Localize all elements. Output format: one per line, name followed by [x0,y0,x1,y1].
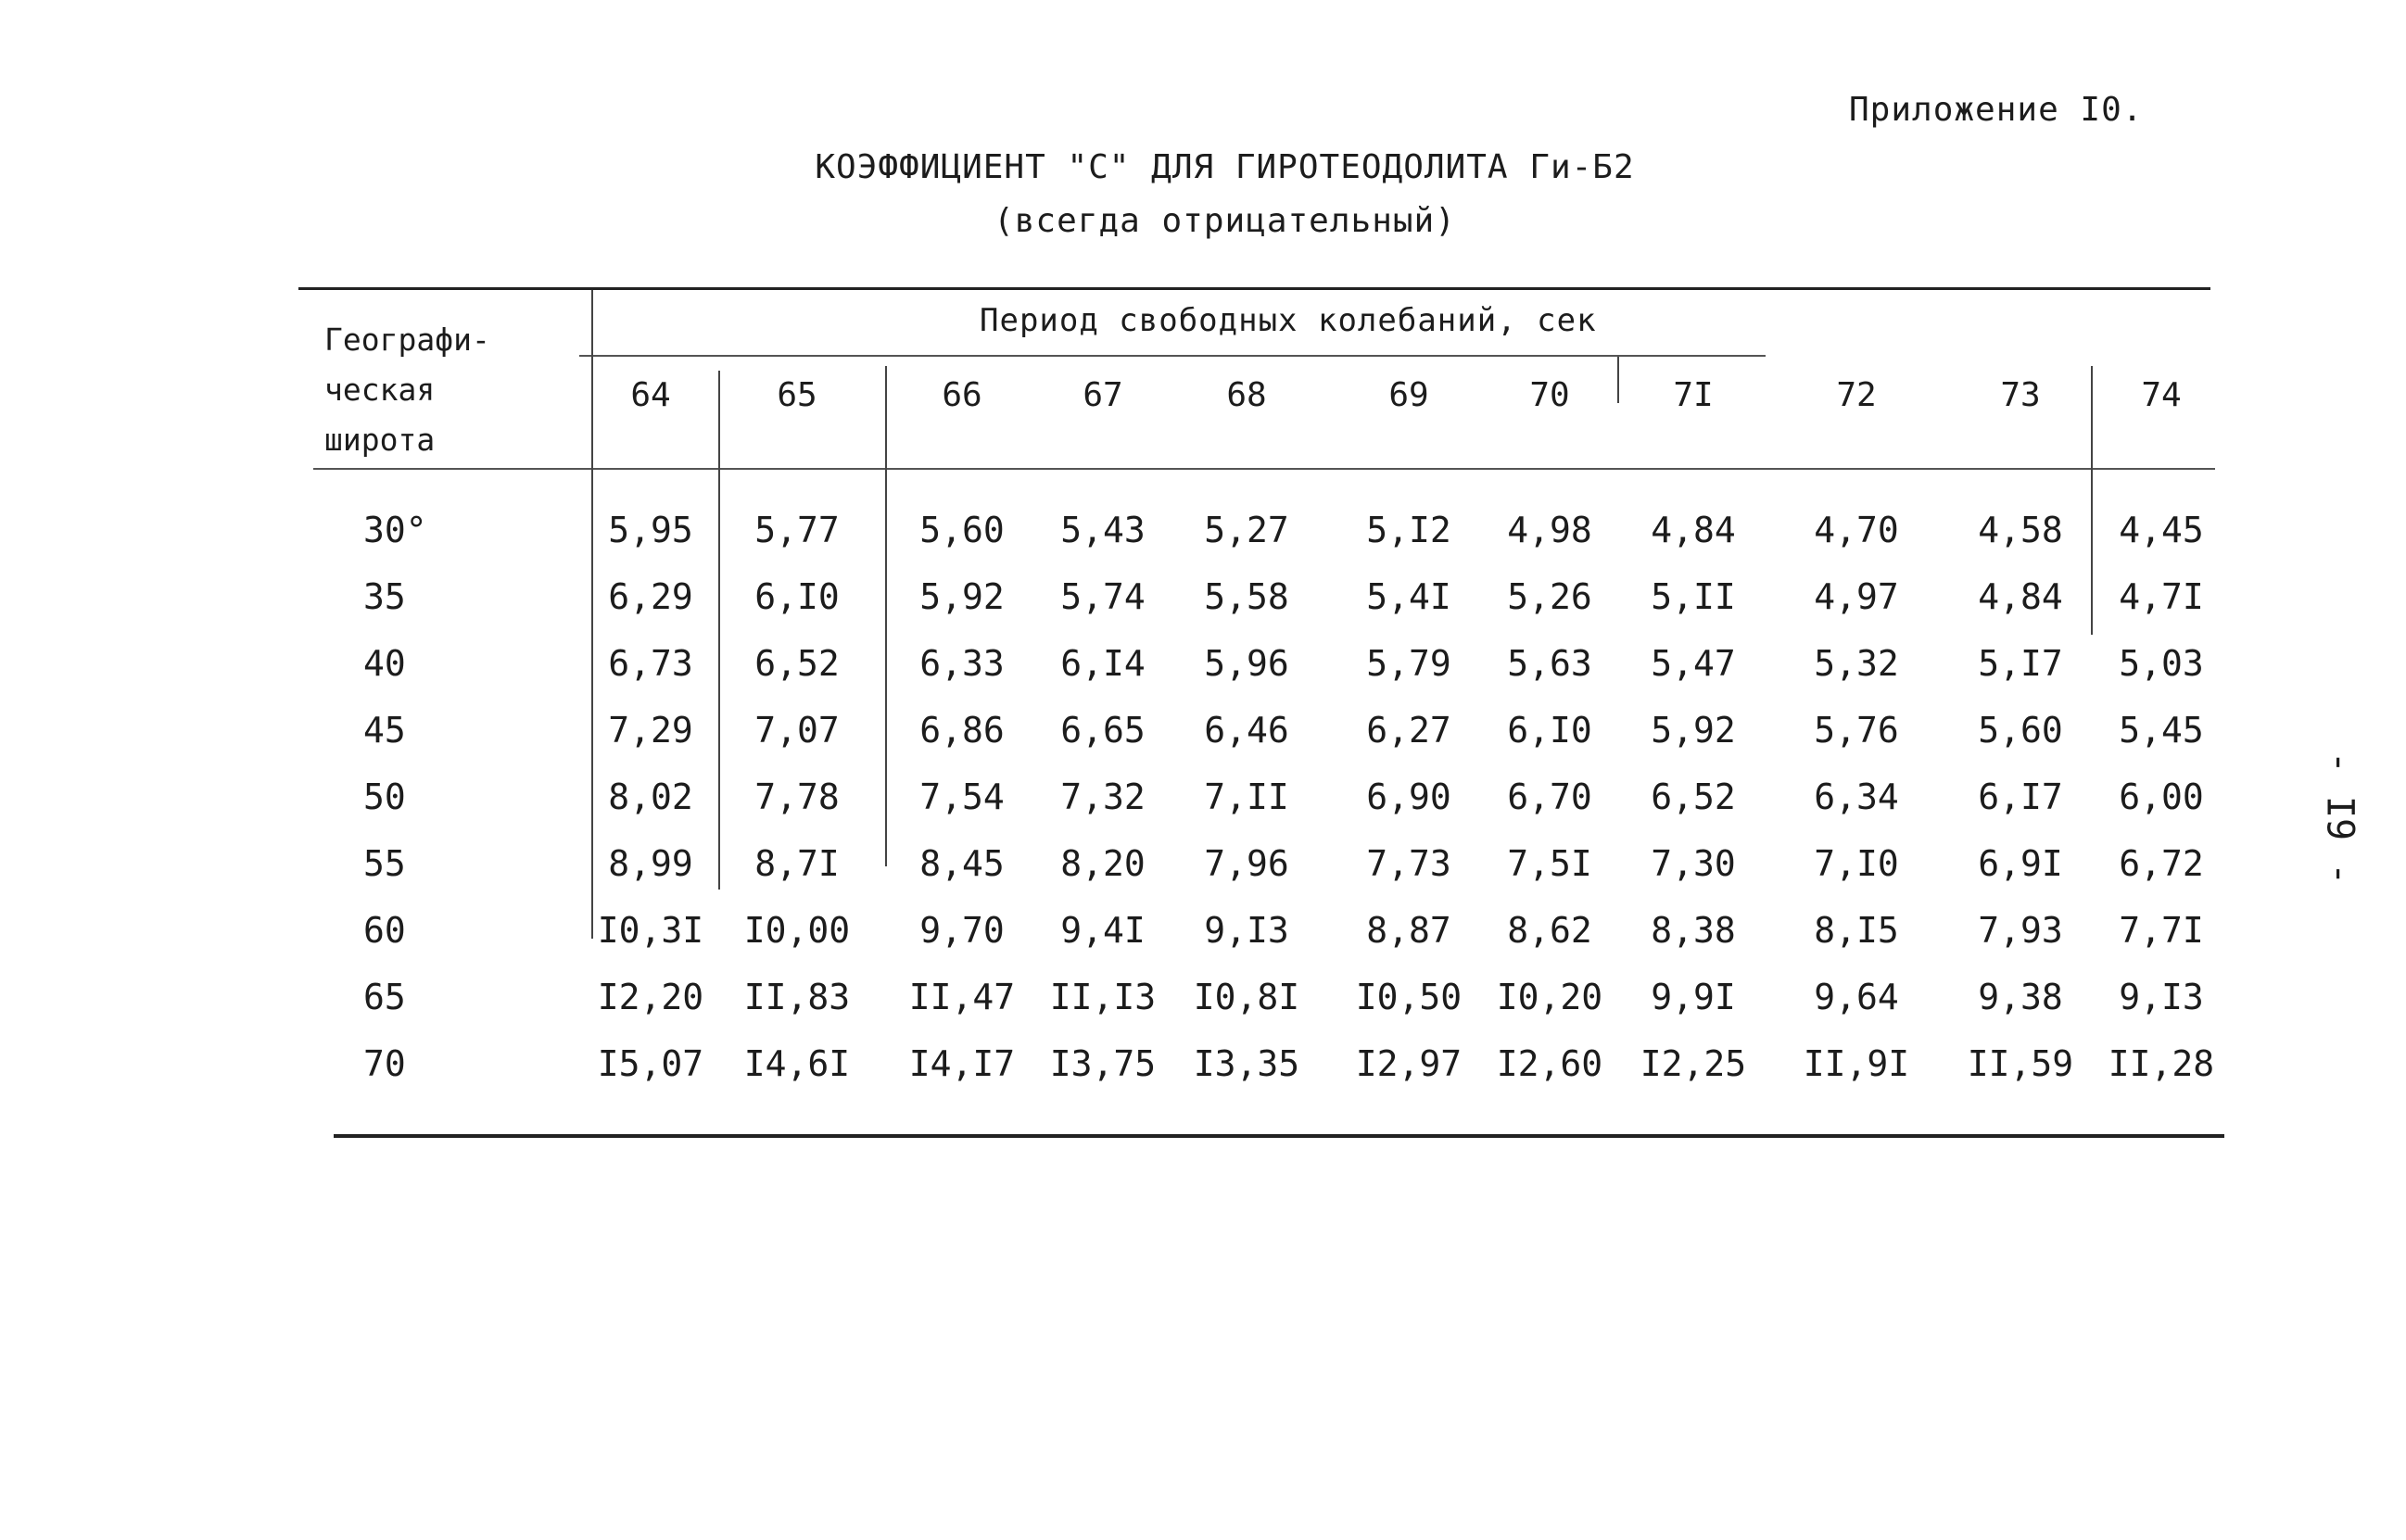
table-cell: 5,60 [1978,710,2063,751]
table-cell: 6,I0 [1507,710,1592,751]
table-cell: 5,76 [1814,710,1899,751]
table-cell: II,83 [743,977,851,1017]
table-cell: I5,07 [597,1043,704,1084]
header-bottom-rule [313,468,2215,470]
column-header: 72 [1836,376,1877,414]
table-cell: 6,70 [1507,776,1592,817]
table-cell: 7,II [1204,776,1289,817]
table-cell: 7,32 [1060,776,1146,817]
table-cell: 4,70 [1814,510,1899,550]
table-cell: 6,9I [1978,843,2063,884]
table-cell: 5,I2 [1366,510,1451,550]
table-cell: 9,70 [919,910,1005,951]
latitude-cell: 65 [363,977,406,1017]
table-cell: 6,90 [1366,776,1451,817]
table-cell: 7,5I [1507,843,1592,884]
table-cell: I0,20 [1496,977,1603,1017]
table-cell: 6,I7 [1978,776,2063,817]
table-cell: I0,3I [597,910,704,951]
table-cell: 9,64 [1814,977,1899,1017]
column-header: 65 [777,376,817,414]
latitude-header-line: ческая [324,372,436,408]
table-cell: I2,97 [1355,1043,1463,1084]
table-cell: 5,26 [1507,576,1592,617]
table-cell: 5,32 [1814,643,1899,684]
table-cell: 4,97 [1814,576,1899,617]
table-cell: 5,03 [2119,643,2204,684]
table-cell: 6,I0 [754,576,840,617]
table-bottom-rule [334,1134,2224,1138]
table-cell: 5,II [1651,576,1736,617]
table-cell: 6,52 [754,643,840,684]
table-cell: 5,45 [2119,710,2204,751]
table-cell: 7,29 [608,710,693,751]
table-cell: 8,I5 [1814,910,1899,951]
table-cell: 5,74 [1060,576,1146,617]
table-cell: 5,27 [1204,510,1289,550]
table-cell: 5,I7 [1978,643,2063,684]
table-cell: 6,86 [919,710,1005,751]
table-cell: 7,93 [1978,910,2063,951]
page-number: - I9 - [2318,751,2362,886]
table-cell: 6,I4 [1060,643,1146,684]
table-cell: 9,4I [1060,910,1146,951]
table-cell: 6,27 [1366,710,1451,751]
table-cell: 7,7I [2119,910,2204,951]
table-cell: 5,95 [608,510,693,550]
table-cell: 9,38 [1978,977,2063,1017]
latitude-cell: 60 [363,910,406,951]
document-title: КОЭФФИЦИЕНТ "С" ДЛЯ ГИРОТЕОДОЛИТА Ги-Б2 [815,148,1635,186]
table-cell: 5,47 [1651,643,1736,684]
table-cell: 8,7I [754,843,840,884]
table-cell: 8,20 [1060,843,1146,884]
table-cell: I0,8I [1193,977,1300,1017]
table-cell: I4,6I [743,1043,851,1084]
latitude-cell: 35 [363,576,406,617]
table-cell: 8,02 [608,776,693,817]
table-cell: 8,87 [1366,910,1451,951]
table-cell: 6,29 [608,576,693,617]
latitude-header-line: широта [324,422,436,458]
table-cell: 6,33 [919,643,1005,684]
table-cell: II,I3 [1049,977,1157,1017]
table-cell: 7,54 [919,776,1005,817]
table-cell: 6,65 [1060,710,1146,751]
latitude-header [324,315,490,465]
table-cell: 5,63 [1507,643,1592,684]
column-header: 70 [1529,376,1570,414]
table-cell: 7,96 [1204,843,1289,884]
latitude-cell: 55 [363,843,406,884]
table-cell: 5,60 [919,510,1005,550]
table-cell: II,28 [2108,1043,2215,1084]
column-header: 68 [1226,376,1267,414]
table-cell: 6,00 [2119,776,2204,817]
table-cell: I3,75 [1049,1043,1157,1084]
table-cell: 5,92 [919,576,1005,617]
table-cell: 4,98 [1507,510,1592,550]
latitude-cell: 50 [363,776,406,817]
table-cell: 5,92 [1651,710,1736,751]
table-cell: I2,25 [1640,1043,1747,1084]
table-cell: 6,34 [1814,776,1899,817]
appendix-label: Приложение I0. [1849,91,2144,129]
table-cell: I2,60 [1496,1043,1603,1084]
table-cell: I0,50 [1355,977,1463,1017]
table-cell: 4,7I [2119,576,2204,617]
table-cell: 4,45 [2119,510,2204,550]
table-cell: 7,73 [1366,843,1451,884]
latitude-cell: 70 [363,1043,406,1084]
column-header: 64 [630,376,671,414]
table-cell: 6,46 [1204,710,1289,751]
table-cell: 5,77 [754,510,840,550]
latitude-cell: 30° [363,510,427,550]
table-cell: 7,30 [1651,843,1736,884]
table-cell: 5,58 [1204,576,1289,617]
table-cell: 8,99 [608,843,693,884]
column-header: 67 [1083,376,1123,414]
column-header: 74 [2141,376,2182,414]
column-header: 73 [2000,376,2041,414]
table-cell: I4,I7 [908,1043,1016,1084]
table-cell: 9,9I [1651,977,1736,1017]
table-cell: I2,20 [597,977,704,1017]
table-cell: 4,84 [1978,576,2063,617]
table-cell: 6,73 [608,643,693,684]
table-cell: 9,I3 [2119,977,2204,1017]
column-divider [885,366,887,866]
table-cell: 5,43 [1060,510,1146,550]
table-cell: II,47 [908,977,1016,1017]
column-header: 66 [942,376,982,414]
table-cell: 7,07 [754,710,840,751]
latitude-header-line: Географи- [324,322,490,358]
table-cell: 9,I3 [1204,910,1289,951]
table-cell: 5,4I [1366,576,1451,617]
table-cell: 5,96 [1204,643,1289,684]
table-cell: 6,52 [1651,776,1736,817]
table-cell: 7,I0 [1814,843,1899,884]
table-cell: II,9I [1803,1043,1910,1084]
table-cell: 7,78 [754,776,840,817]
document-subtitle: (всегда отрицательный) [994,202,1456,240]
latitude-cell: 45 [363,710,406,751]
period-header: Период свободных колебаний, сек [980,302,1597,339]
table-cell: 8,38 [1651,910,1736,951]
latitude-cell: 40 [363,643,406,684]
table-cell: 4,84 [1651,510,1736,550]
table-cell: 5,79 [1366,643,1451,684]
table-cell: I0,00 [743,910,851,951]
table-cell: 4,58 [1978,510,2063,550]
table-cell: 8,45 [919,843,1005,884]
table-cell: II,59 [1967,1043,2074,1084]
table-cell: I3,35 [1193,1043,1300,1084]
column-header: 69 [1388,376,1429,414]
period-rule [579,355,1766,357]
table-top-rule [298,287,2210,290]
column-header: 7I [1673,376,1714,414]
table-cell: 8,62 [1507,910,1592,951]
table-cell: 6,72 [2119,843,2204,884]
